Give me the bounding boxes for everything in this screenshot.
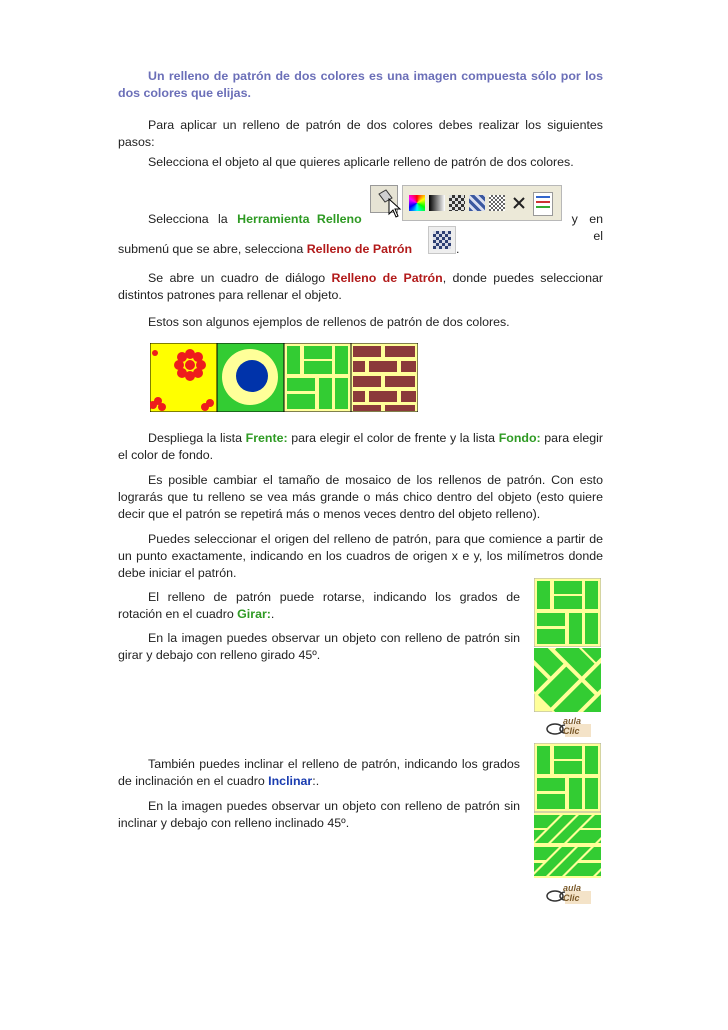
step2-line1 [118, 211, 362, 228]
weave-skewed-image [534, 812, 601, 878]
skew-field-name: Inclinar [268, 774, 313, 788]
flower-pattern-example [150, 343, 217, 412]
lists-paragraph [118, 430, 603, 464]
weave-rotated-image [534, 648, 601, 712]
pattern-fill-small-icon [428, 226, 456, 254]
intro-text: Un relleno de patrón de dos colores es una imagen compuesta sólo por los dos colores que elijas. [118, 69, 603, 100]
lists-text-b: para elegir el color de frente y la lista [287, 431, 499, 445]
examples-paragraph [118, 314, 603, 331]
skew-paragraph [118, 756, 520, 790]
weave-unrotated-image [534, 578, 601, 647]
aulaclic-logo: aula Clic [545, 716, 593, 738]
pattern-fill-icon[interactable] [449, 195, 465, 211]
fill-dialog-icon[interactable] [409, 195, 425, 211]
tile-size-text: Es posible cambiar el tamaño de mosaico de los rellenos de patrón. Con esto lograrás que tu relleno se vea más grande o más chico dentro del objeto (esto quiere decir que el patrón se repetirá más o menos veces dentro del objeto relleno). [118, 473, 603, 521]
steps-intro-text: Para aplicar un relleno de patrón de dos colores debes realizar los siguientes pasos: [118, 118, 603, 149]
step1-paragraph [118, 154, 603, 171]
steps-intro-paragraph [118, 117, 603, 151]
fill-tool-name: Herramienta Relleno [237, 212, 362, 226]
lists-text-c: para elegir el color de fondo. [118, 431, 603, 462]
rotate-example-paragraph [118, 630, 520, 664]
skew-text-b: :. [312, 774, 320, 788]
examples-text: Estos son algunos ejemplos de rellenos de patrón de dos colores. [148, 315, 510, 329]
step2-text-c: submenú que se abre, selecciona [118, 242, 307, 256]
aulaclic-logo-2: aula Clic [545, 883, 593, 905]
pattern-dialog-name: Relleno de Patrón [331, 271, 443, 285]
brick-pattern-example [351, 343, 418, 412]
step2-end: . [456, 242, 460, 256]
weave-unskewed-image [534, 743, 601, 812]
texture-fill-icon[interactable] [469, 195, 485, 211]
pattern-fill-option: Relleno de Patrón [306, 242, 413, 256]
step2-line2 [118, 241, 412, 258]
rotate-paragraph [118, 589, 520, 623]
tile-size-paragraph [118, 472, 603, 523]
step3-text-a: Se abre un cuadro de diálogo [148, 271, 332, 285]
step3-paragraph [118, 270, 603, 304]
pattern-examples [150, 343, 418, 412]
rotate-example-text: En la imagen puedes observar un objeto con relleno de patrón sin girar y debajo con relleno girado 45º. [118, 631, 520, 662]
rotate-text-a: El relleno de patrón puede rotarse, indicando los grados de rotación en el cuadro [118, 590, 520, 621]
rotate-text-b: . [270, 607, 275, 621]
intro-paragraph [118, 68, 603, 102]
weave-pattern-example [284, 343, 351, 412]
mouse-cursor-icon [388, 198, 402, 218]
skew-text-a: También puedes inclinar el relleno de patrón, indicando los grados de inclinación en el cuadro [118, 757, 520, 788]
origin-paragraph [118, 531, 603, 582]
postscript-fill-icon[interactable] [489, 195, 505, 211]
skew-example-paragraph [118, 798, 520, 832]
back-list-name: Fondo: [498, 431, 541, 445]
lists-text-a: Despliega la lista [148, 431, 246, 445]
step1-text: Selecciona el objeto al que quieres aplicarle relleno de patrón de dos colores. [148, 155, 574, 169]
skew-example-text: En la imagen puedes observar un objeto con relleno de patrón sin inclinar y debajo con relleno inclinado 45º. [118, 799, 520, 830]
origin-text: Puedes seleccionar el origen del relleno de patrón, para que comience a partir de un punto exactamente, indicando en los cuadros de origen x e y, los milímetros donde debe iniciar el patrón. [118, 532, 603, 580]
fill-flyout-toolbar [402, 185, 562, 221]
no-fill-icon[interactable] [511, 195, 527, 211]
step2-text-b: y en el [571, 212, 603, 243]
circle-pattern-example [217, 343, 284, 412]
step3-text-b: , donde puedes seleccionar distintos patrones para rellenar el objeto. [118, 271, 603, 302]
step2-tail [560, 211, 603, 245]
front-list-name: Frente: [245, 431, 288, 445]
fountain-fill-icon[interactable] [429, 195, 445, 211]
rotate-field-name: Girar: [237, 607, 271, 621]
step2-text-a: Selecciona la [148, 212, 238, 226]
color-docker-icon[interactable] [533, 192, 553, 216]
